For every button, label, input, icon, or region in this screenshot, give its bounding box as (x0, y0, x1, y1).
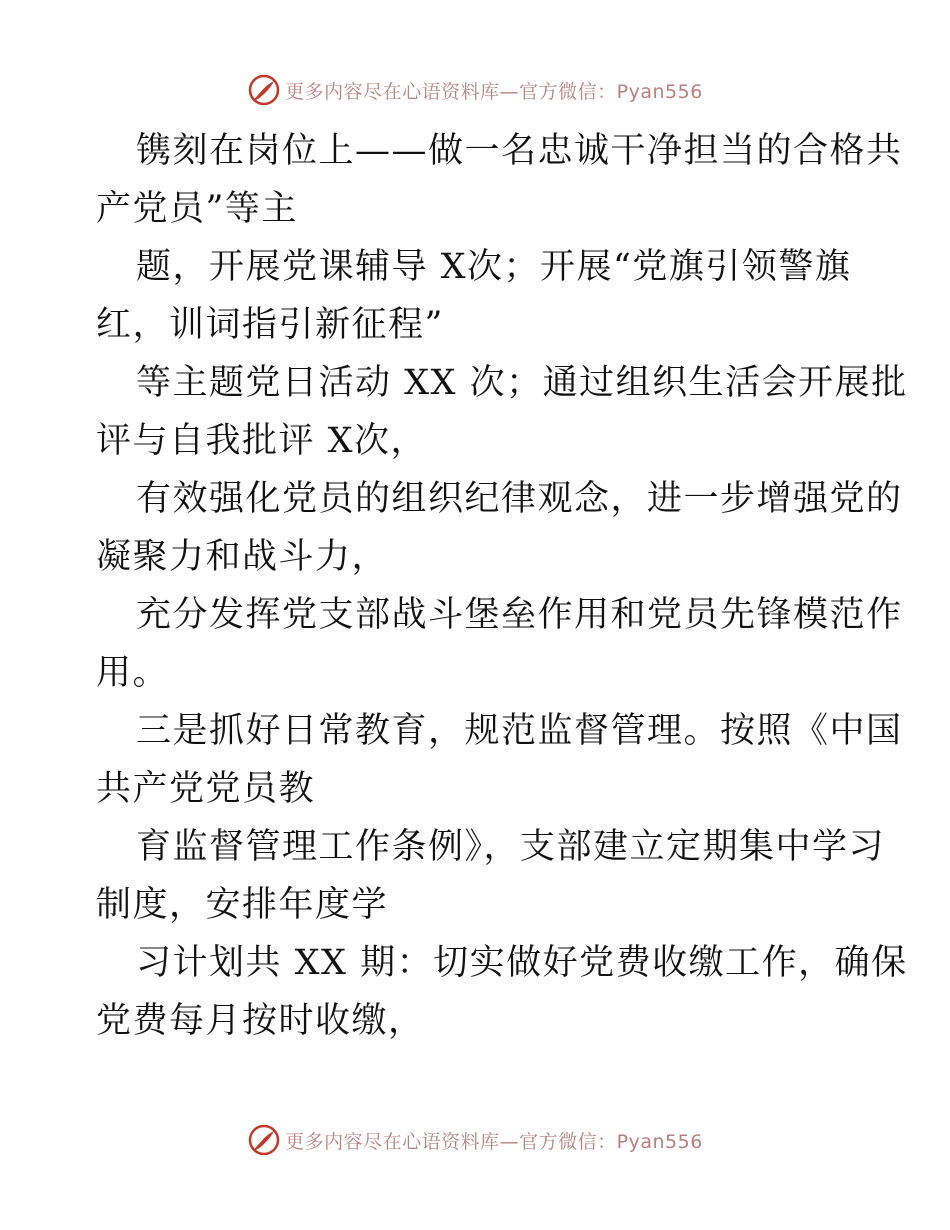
document-body (96, 122, 908, 1050)
feather-pen-logo-icon (247, 73, 281, 107)
paragraph-6 (96, 702, 903, 818)
footer-banner (0, 1120, 950, 1160)
feather-pen-logo-icon (247, 1123, 281, 1157)
paragraph-3 (96, 354, 908, 470)
paragraph-line: 产党员”等主 (96, 189, 298, 229)
paragraph-7 (96, 818, 886, 934)
paragraph-line: 评与自我批评 X次， (96, 421, 428, 461)
paragraph-line: 制度，安排年度学 (96, 885, 389, 925)
paragraph-8 (96, 934, 908, 1050)
paragraph-line: 红，训词指引新征程” (96, 305, 444, 345)
paragraph-line: 共产党党员教 (96, 769, 316, 809)
paragraph-line: 有效强化党员的组织纪律观念，进一步增强党的 (136, 479, 903, 519)
footer-banner-text: 更多内容尽在心语资料库—官方微信：Pyan556 (285, 1130, 703, 1153)
paragraph-line: 党费每月按时收缴， (96, 1001, 425, 1041)
paragraph-1 (96, 122, 903, 238)
header-banner-text: 更多内容尽在心语资料库—官方微信：Pyan556 (285, 80, 703, 103)
paragraph-line: 镌刻在岗位上——做一名忠诚干净担当的合格共 (136, 131, 903, 171)
paragraph-line: 用。 (96, 653, 170, 693)
paragraph-5 (96, 586, 903, 702)
paragraph-4 (96, 470, 903, 586)
paragraph-2 (96, 238, 856, 354)
paragraph-line: 育监督管理工作条例》，支部建立定期集中学习 (136, 827, 886, 867)
paragraph-line: 凝聚力和战斗力， (96, 537, 389, 577)
header-banner (0, 70, 950, 110)
paragraph-line: 充分发挥党支部战斗堡垒作用和党员先锋模范作 (136, 595, 903, 635)
paragraph-line: 等主题党日活动 XX 次；通过组织生活会开展批 (136, 363, 908, 403)
paragraph-line: 题，开展党课辅导 X次；开展“党旗引领警旗 (136, 247, 852, 287)
paragraph-line: 三是抓好日常教育，规范监督管理。按照《中国 (136, 711, 903, 751)
paragraph-line: 习计划共 XX 期：切实做好党费收缴工作，确保 (136, 943, 908, 983)
